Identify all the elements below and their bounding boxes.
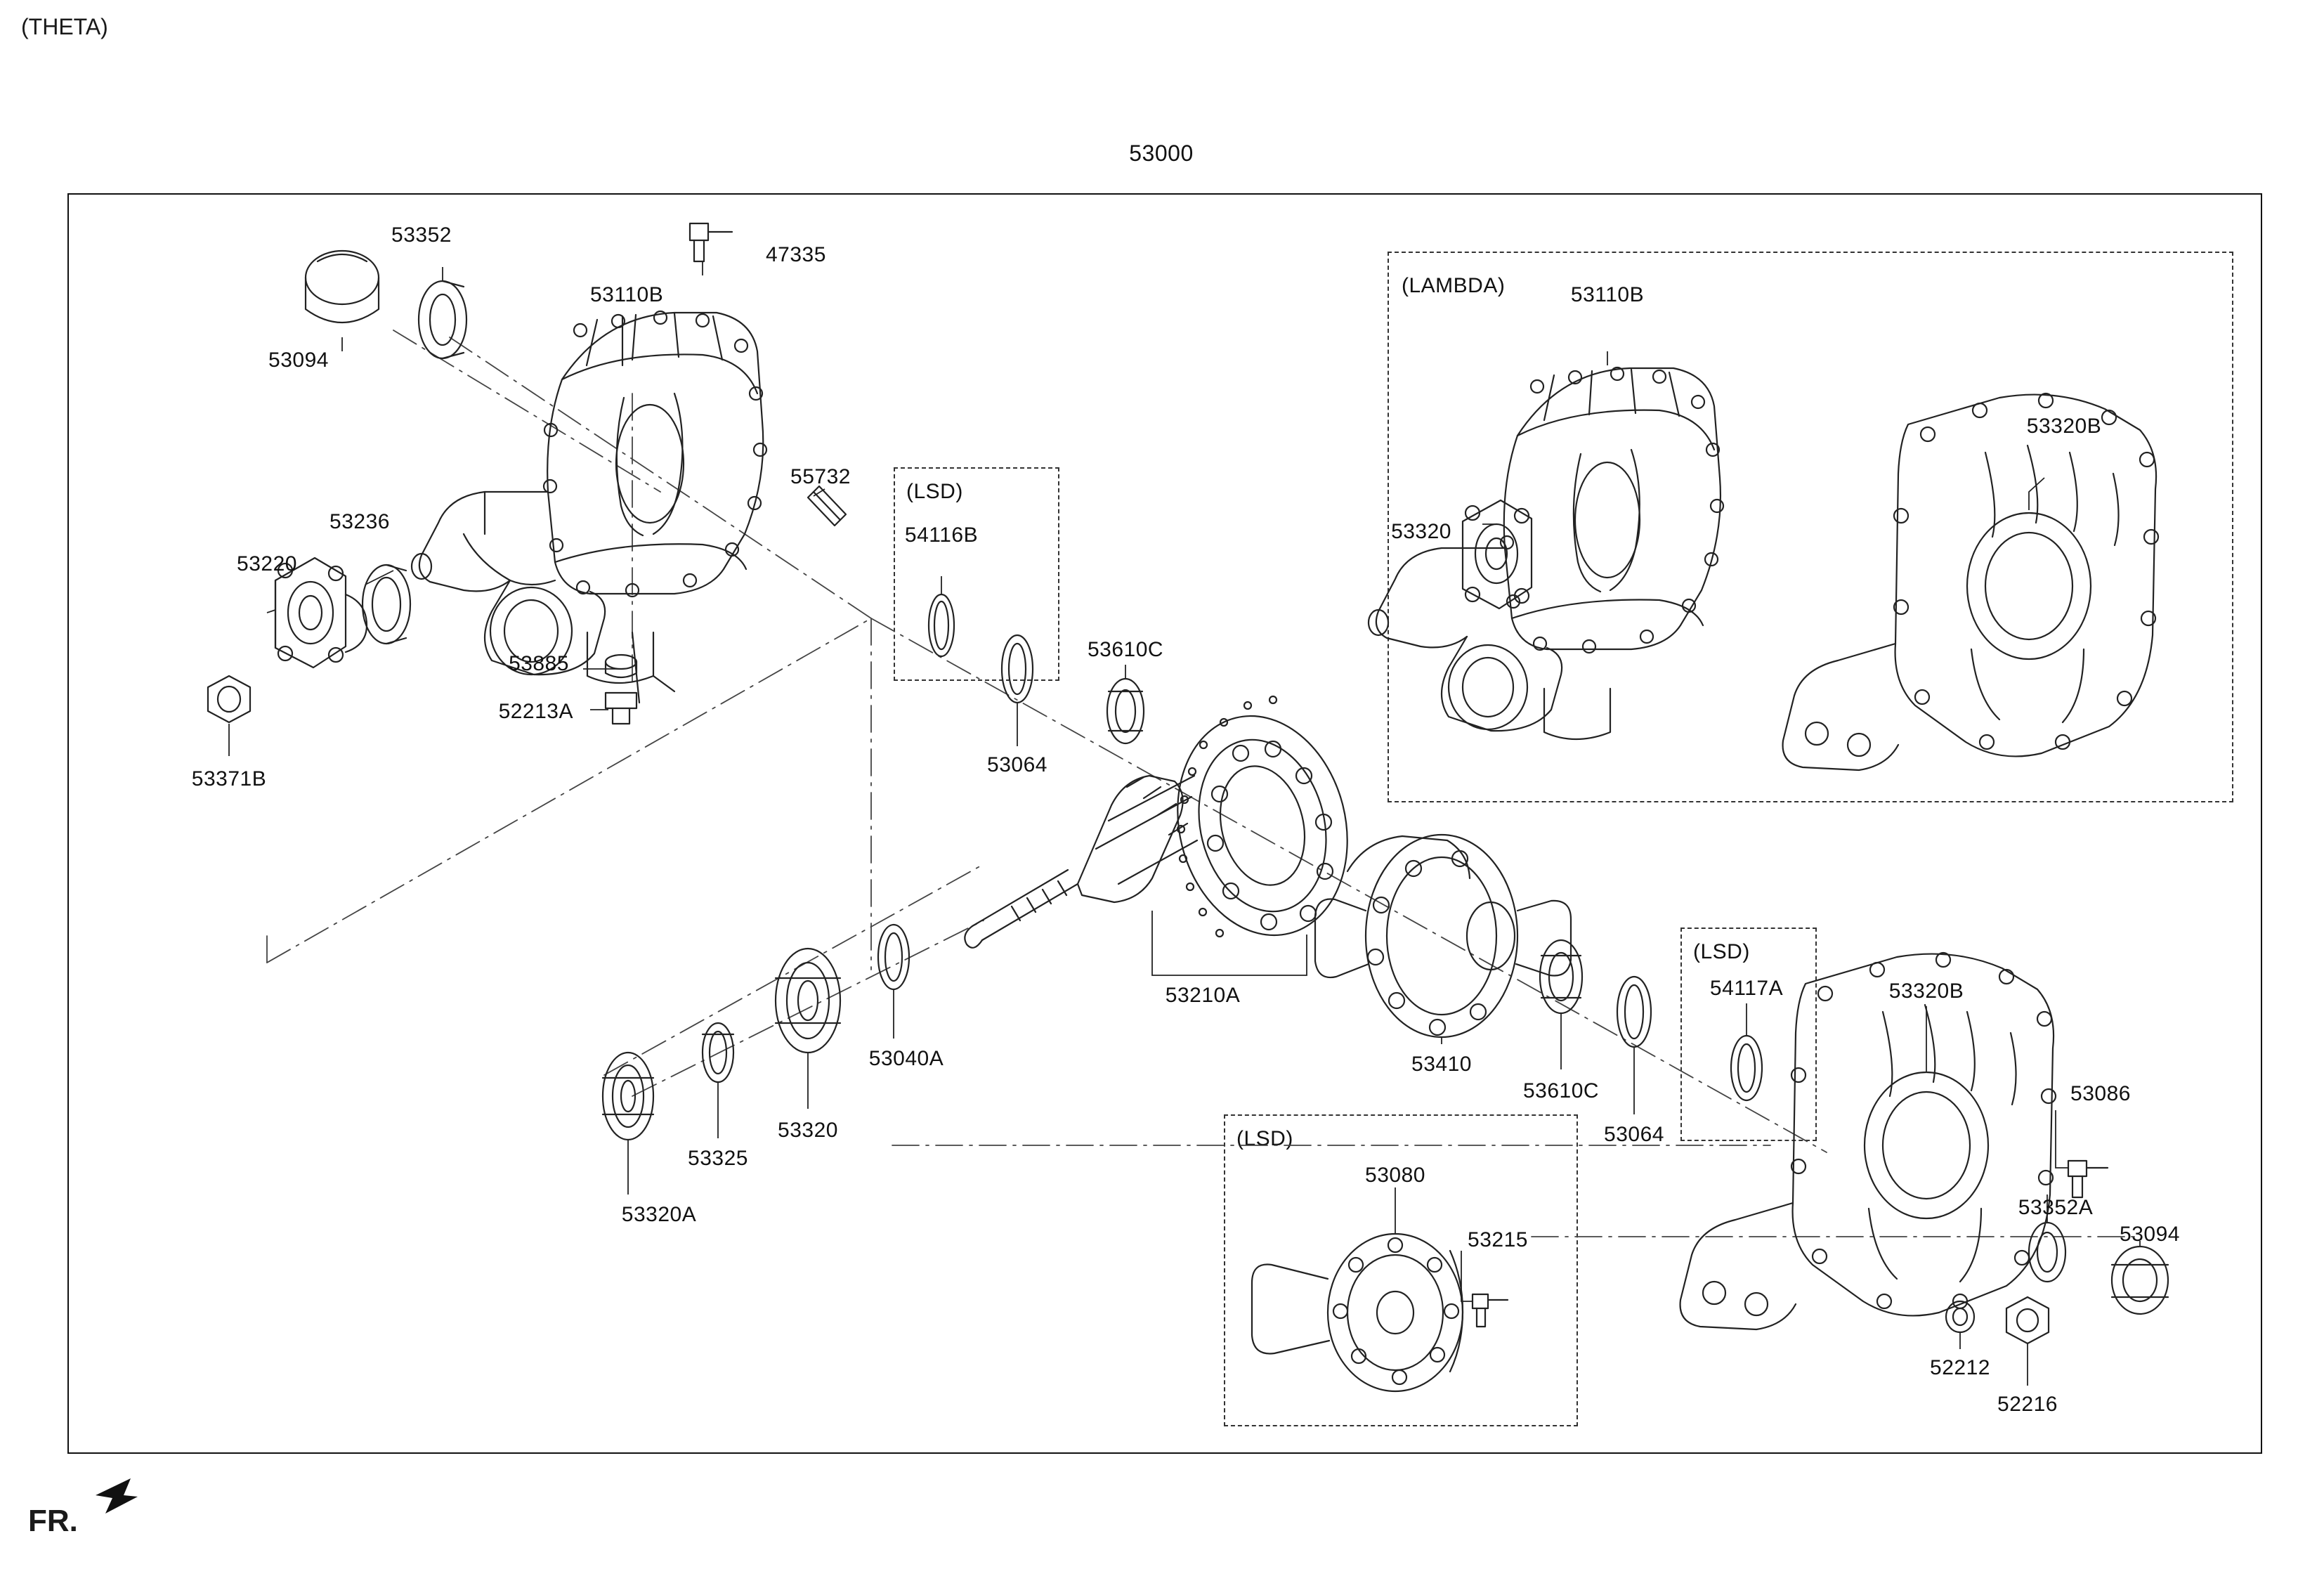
- callout-53110B-lambda: 53110B: [1570, 283, 1645, 306]
- callout-53210A: 53210A: [1165, 984, 1241, 1007]
- callout-47335: 47335: [766, 243, 826, 266]
- group-lambda-box: [1388, 252, 2233, 802]
- callout-53320B-lower: 53320B: [1888, 980, 1964, 1003]
- assembly-number: 53000: [1129, 141, 1194, 166]
- callout-53610C-right: 53610C: [1522, 1079, 1600, 1102]
- callout-53236: 53236: [329, 510, 390, 533]
- callout-53086: 53086: [2070, 1082, 2131, 1105]
- callout-53325: 53325: [688, 1147, 748, 1170]
- callout-54116B: 54116B: [904, 523, 979, 547]
- group-label-lsd-54117a: (LSD): [1693, 940, 1750, 963]
- callout-53320B-upper: 53320B: [2026, 415, 2102, 438]
- callout-52213A: 52213A: [498, 700, 573, 723]
- fr-arrow: [96, 1478, 138, 1514]
- callout-52212: 52212: [1930, 1356, 1990, 1379]
- callout-53352: 53352: [391, 223, 452, 247]
- group-label-lsd-54116b: (LSD): [906, 480, 963, 503]
- callout-53220: 53220: [237, 552, 297, 575]
- callout-53885: 53885: [509, 652, 569, 675]
- callout-53320-lambda: 53320: [1391, 520, 1451, 543]
- callout-53064-right: 53064: [1604, 1123, 1664, 1146]
- callout-53215: 53215: [1468, 1228, 1528, 1251]
- callout-53352A: 53352A: [2018, 1196, 2094, 1219]
- callout-53094: 53094: [268, 349, 329, 372]
- callout-53064-left: 53064: [987, 753, 1047, 776]
- callout-53110B-left: 53110B: [590, 283, 664, 306]
- callout-52216: 52216: [1997, 1393, 2058, 1416]
- callout-53094-right: 53094: [2120, 1223, 2180, 1246]
- callout-53410: 53410: [1411, 1053, 1472, 1076]
- group-label-lambda: (LAMBDA): [1402, 274, 1506, 297]
- callout-53320-pinion: 53320: [778, 1119, 838, 1142]
- callout-53080: 53080: [1365, 1164, 1425, 1187]
- callout-53320A: 53320A: [621, 1203, 697, 1226]
- callout-55732: 55732: [790, 465, 851, 488]
- orientation-label: FR.: [28, 1504, 78, 1538]
- engine-tag: (THETA): [21, 14, 108, 39]
- group-label-lsd-53080: (LSD): [1236, 1127, 1293, 1150]
- callout-53040A: 53040A: [868, 1047, 944, 1070]
- callout-53610C-left: 53610C: [1087, 638, 1164, 661]
- group-lsd-53080-box: [1224, 1114, 1578, 1426]
- callout-53371B: 53371B: [191, 767, 267, 790]
- callout-54117A: 54117A: [1709, 977, 1784, 1000]
